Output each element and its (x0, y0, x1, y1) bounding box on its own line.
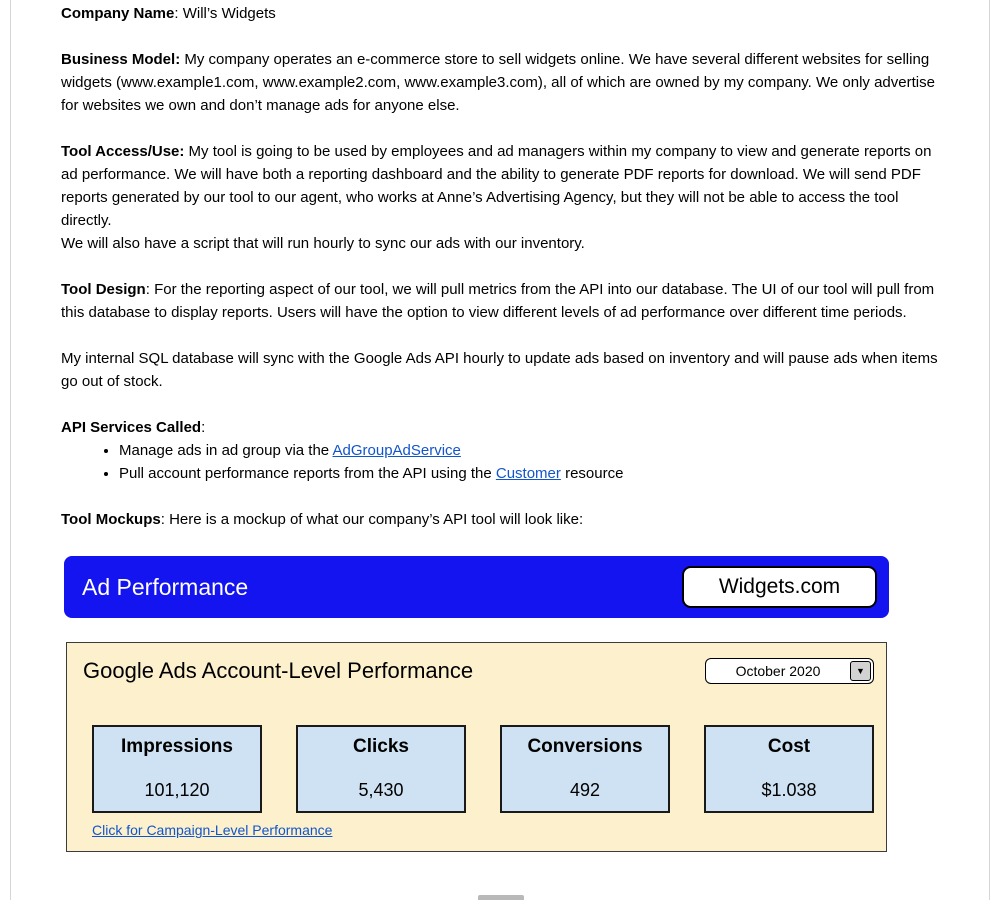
customer-link[interactable]: Customer (495, 465, 561, 482)
account-performance-panel (66, 642, 887, 852)
campaign-link-row (92, 822, 874, 839)
document-page (10, 0, 990, 900)
metric-card-clicks (296, 725, 466, 813)
metric-value: $1.038 (761, 780, 817, 800)
business-model-text: My company operates an e-commerce store to sell widgets online. We have several different websites for selling widgets (www.example1.com, www.example2.com, www.example3.com), all of which are owned by my company. We only advertise for websites we own and don’t manage ads for anyone else. (61, 51, 935, 114)
mockup-header-title: Ad Performance (82, 573, 249, 600)
tool-design-label: Tool Design (61, 281, 146, 298)
api-item-2-post: resource (560, 465, 624, 482)
metric-value: 101,120 (144, 780, 210, 800)
metric-label: Clicks (353, 736, 409, 757)
paragraph-sql-note: My internal SQL database will sync with the Google Ads API hourly to update ads based on inventory and will pause ads when items go out of stock. (61, 350, 938, 390)
paragraph-tool-design (61, 278, 939, 324)
paragraph-business-model (61, 48, 939, 117)
campaign-level-link[interactable]: Click for Campaign-Level Performance (92, 822, 333, 838)
list-item (119, 462, 939, 485)
metric-label: Cost (767, 736, 811, 757)
api-item-2-text: Pull account performance reports from the API using the (119, 465, 496, 482)
api-services-colon: : (201, 419, 206, 436)
list-item (119, 439, 939, 462)
page-bottom-notch (478, 895, 524, 900)
adgroupadservice-link[interactable]: AdGroupAdService (332, 442, 461, 459)
tool-access-label: Tool Access/Use: (61, 143, 185, 160)
paragraph-company-name (61, 2, 939, 25)
api-services-list (61, 439, 939, 485)
tool-design-text: : For the reporting aspect of our tool, we will pull metrics from the API into our database. The UI of our tool will pull from this database to display reports. Users will have the option to view different levels of ad performance over different time periods. (61, 281, 935, 321)
tool-access-text2: We will also have a script that will run hourly to sync our ads with our inventory. (61, 235, 585, 252)
mockup-header-bar (64, 556, 889, 618)
metric-card-impressions (92, 725, 262, 813)
api-services-label: API Services Called (61, 419, 202, 436)
company-name-label: Company Name (61, 5, 175, 22)
metrics-row (83, 725, 874, 813)
api-item-1-text: Manage ads in ad group via the (119, 442, 333, 459)
panel-top-row (83, 657, 874, 685)
metric-label: Conversions (527, 736, 643, 757)
metric-card-cost (704, 725, 874, 813)
month-dropdown[interactable] (705, 658, 874, 684)
paragraph-tool-mockups (61, 508, 939, 531)
tool-mockups-text: : Here is a mockup of what our company’s API tool will look like: (160, 511, 584, 528)
dropdown-arrow-icon: ▼ (850, 661, 871, 681)
tool-access-text1: My tool is going to be used by employees and ad managers within my company to view and generate reports on ad performance. We will have both a reporting dashboard and the ability to generate PDF reports for download. We will send PDF reports generated by our tool to our agent, who works at Anne’s Advertising Agency, but they will not be able to access the tool directly. (61, 143, 932, 229)
metric-value: 5,430 (358, 780, 404, 800)
panel-title: Google Ads Account-Level Performance (83, 658, 474, 683)
widgets-site-button[interactable]: Widgets.com (682, 566, 877, 608)
company-name-text: : Will’s Widgets (174, 5, 276, 22)
month-dropdown-value: October 2020 (735, 663, 821, 679)
metric-value: 492 (569, 780, 601, 800)
metric-label: Impressions (121, 736, 233, 757)
metric-card-conversions (500, 725, 670, 813)
business-model-label: Business Model: (61, 51, 181, 68)
paragraph-tool-access (61, 140, 939, 255)
tool-mockups-label: Tool Mockups (61, 511, 161, 528)
paragraph-api-services-heading (61, 416, 939, 439)
